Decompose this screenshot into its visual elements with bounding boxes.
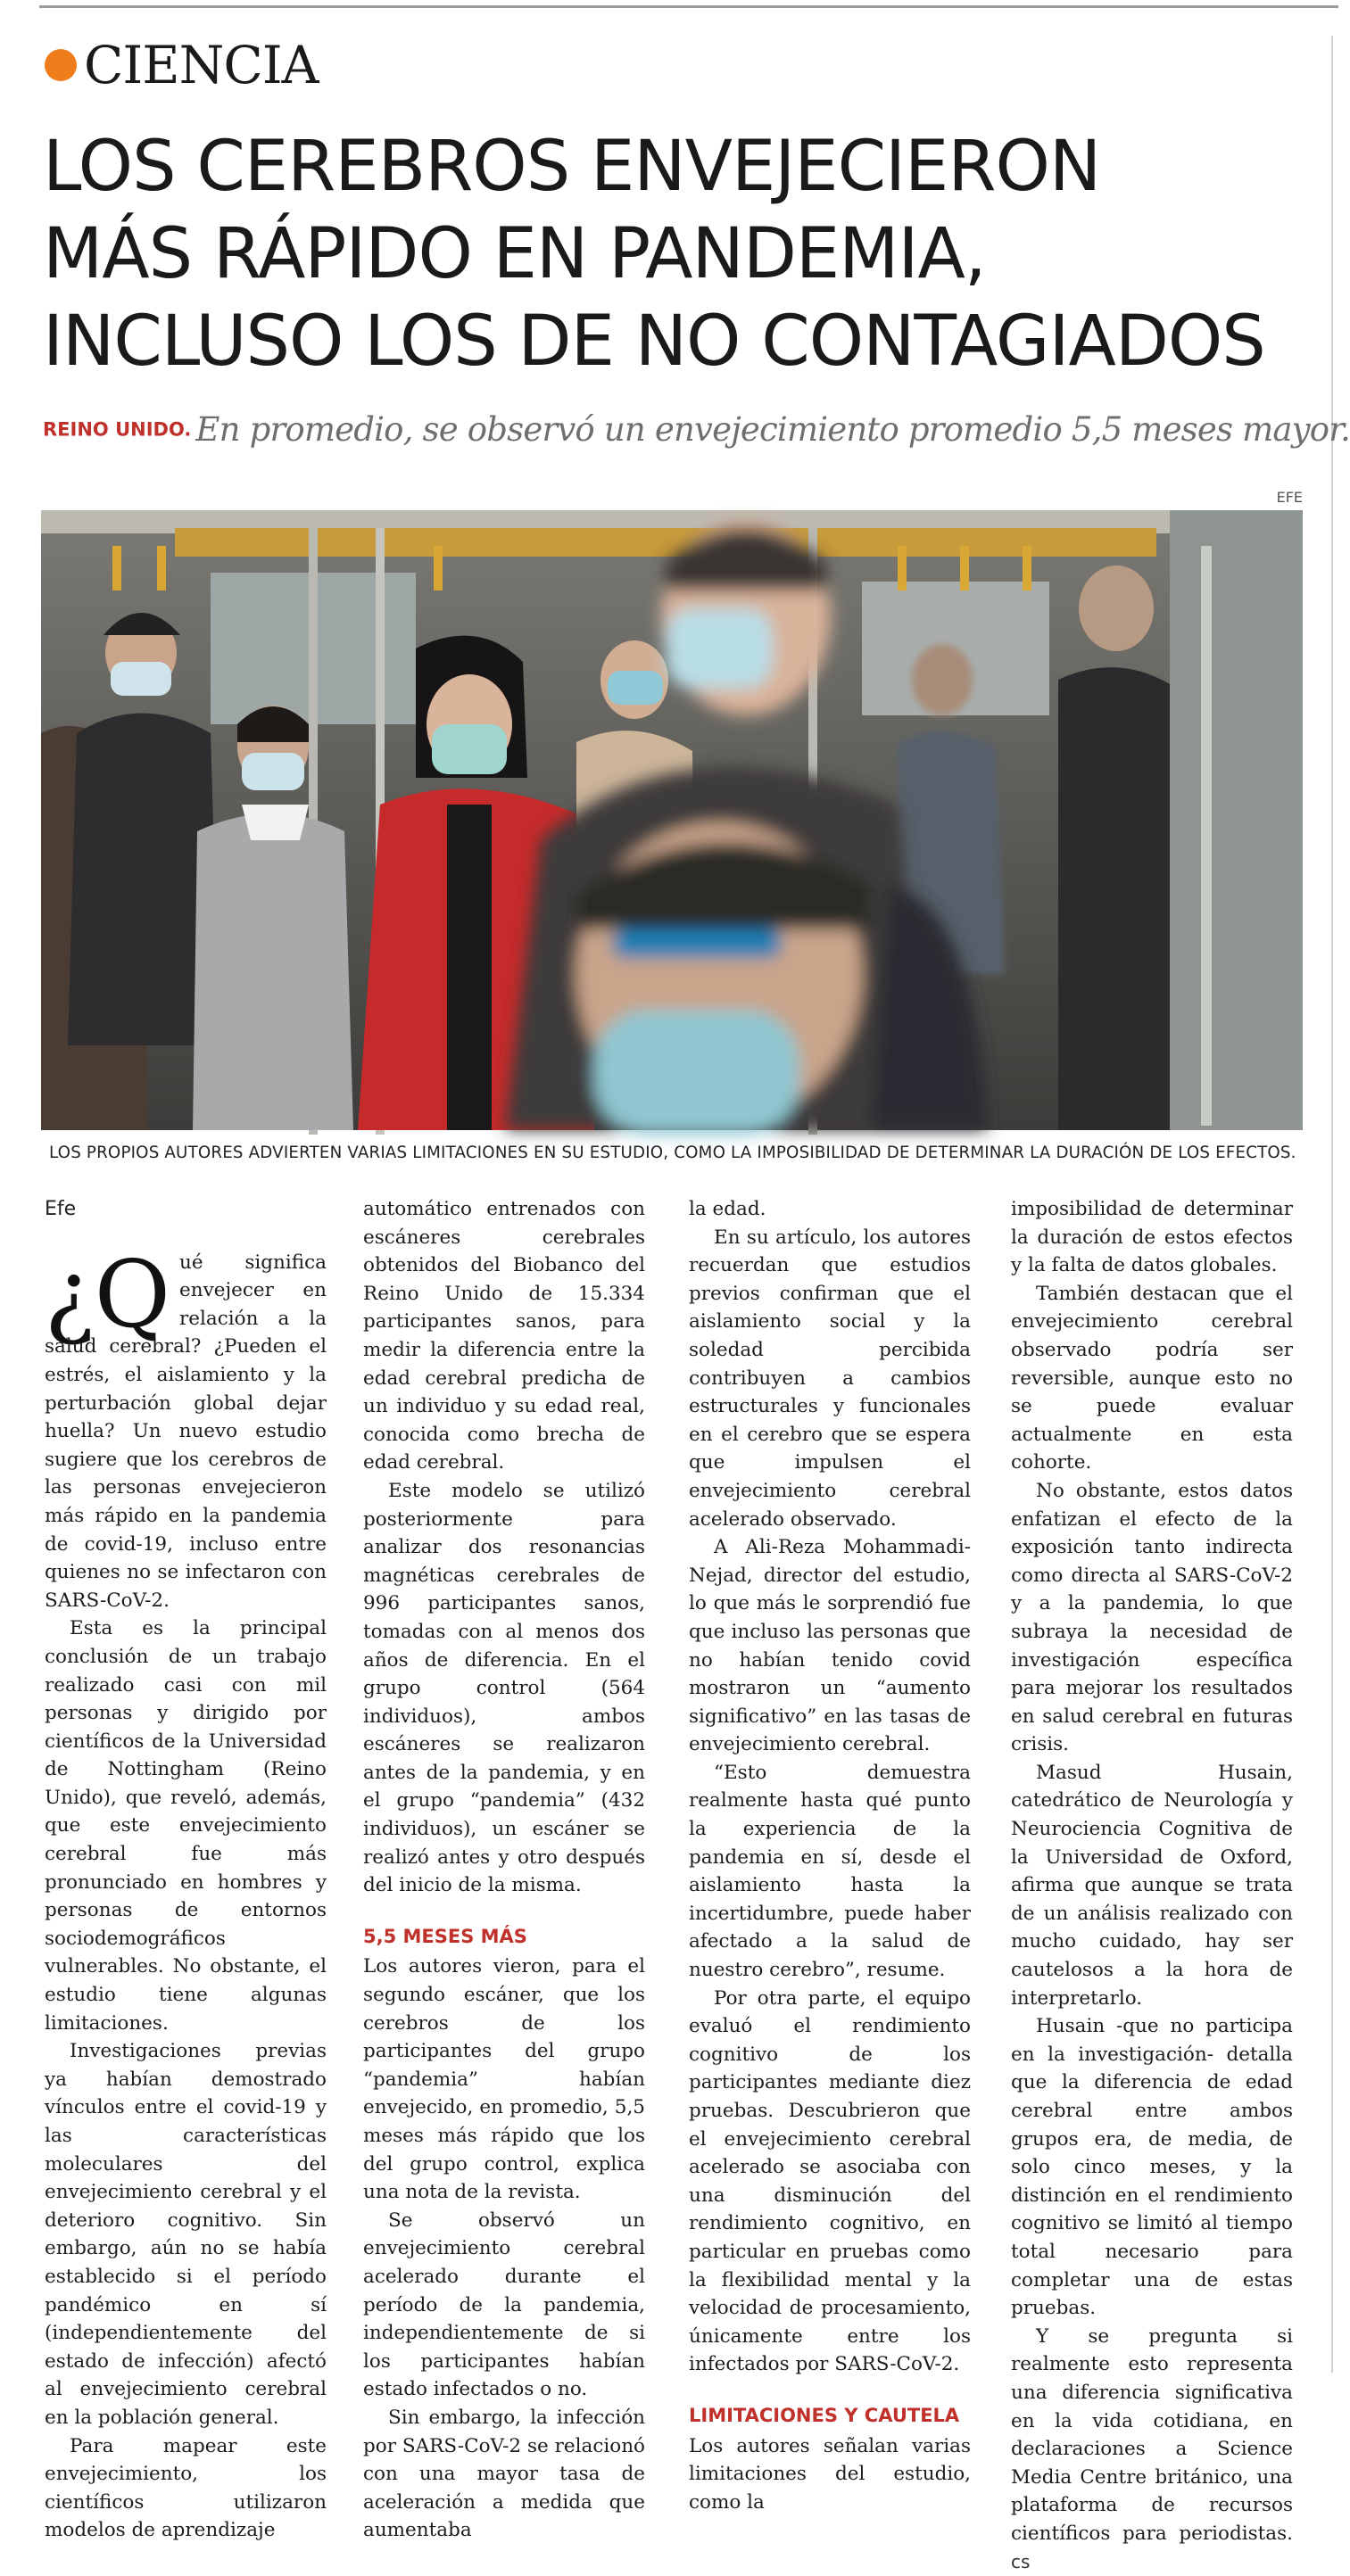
paragraph: Husain -que no participa en la investigación- detalla que la diferencia de edad cerebral entre ambos grupos era, de media, de solo cinco meses, y la distinción en el rendimiento cognitivo se limitó al tiempo total necesario para completar una de estas pruebas. (1011, 2015, 1293, 2320)
paragraph: Para mapear este envejecimiento, los científicos utilizaron modelos de aprendizaje (45, 2434, 327, 2542)
paragraph: Esta es la principal conclusión de un trabajo realizado casi con mil personas y dirigido por científicos de la Universidad de Nottingham (Reino Unido), que reveló, además, que este envejecimiento cerebral fue más pronunciado en hombres y personas de entornos sociodemográficos vulnerables. No obstante, el estudio tiene algunas limitaciones. (45, 1617, 327, 2035)
paragraph: Investigaciones previas ya habían demostrado vínculos entre el covid-19 y las características moleculares del envejecimiento cerebral y el deterioro cognitivo. Sin embargo, aún no se había establecido si el período pandémico en sí (independientemente del estado de infección) afectó al envejecimiento cerebral en la población general. (45, 2040, 327, 2429)
news-photo (41, 510, 1303, 1130)
paragraph: Los autores señalan varias limitaciones del estudio, como la (689, 2434, 971, 2514)
end-mark-icon: cs (1011, 2550, 1031, 2572)
paragraph: A Ali-Reza Mohammadi-Nejad, director del estudio, lo que más le sorprendió fue que incluso las personas que no habían tenido covid mostraron un “aumento significativo” en las tasas de envejecimiento cerebral. (689, 1536, 971, 1756)
subheadline-text: En promedio, se observó un envejecimiento promedio 5,5 meses mayor. (195, 410, 1350, 449)
subway-crowd-illustration (41, 510, 1303, 1130)
paragraph: Se observó un envejecimiento cerebral acelerado durante el período de la pandemia, independientemente de si los participantes habían estado infectados o no. (363, 2209, 645, 2401)
paragraph: En su artículo, los autores recuerdan que estudios previos confirman que el aislamiento social y la soledad percibida contribuyen a cambios estructurales y funcionales en el cerebro que se espera que impulsen el envejecimiento cerebral acelerado observado. (689, 1226, 971, 1531)
drop-cap: ¿Q (45, 1239, 171, 1349)
section-header (45, 34, 319, 96)
paragraph (1011, 2323, 1293, 2576)
headline-line-1: LOS CEREBROS ENVEJECIERON (43, 127, 1101, 207)
article-column-2 (363, 1195, 645, 2545)
byline: Efe (45, 1198, 77, 1220)
paragraph: Los autores vieron, para el segundo escáner, que los cerebros de los participantes del grupo “pandemia” habían envejecido, en promedio, 5,5 meses más rápido que los del grupo control, explica una nota de la revista. (363, 1955, 645, 2204)
section-dot-icon (45, 49, 77, 81)
headline (43, 123, 1310, 385)
top-rule (39, 5, 1338, 8)
article-column-3 (689, 1195, 971, 2516)
closing-paragraph-text: Y se pregunta si realmente esto representa una diferencia significativa en la vida cotidiana, en declaraciones a Science Media Centre británico, una plataforma de recursos científicos para periodistas. (1011, 2324, 1293, 2545)
paragraph: No obstante, estos datos enfatizan el efecto de la exposición tanto indirecta como directa al SARS-CoV-2 y a la pandemia, lo que subraya la necesidad de investigación específica para mejorar los resultados en salud cerebral en futuras crisis. (1011, 1479, 1293, 1756)
lead-paragraph (45, 1239, 327, 1615)
headline-line-2: MÁS RÁPIDO EN PANDEMIA, (43, 214, 986, 294)
subheadline (43, 410, 1350, 449)
paragraph: Este modelo se utilizó posteriormente para analizar dos resonancias magnéticas cerebrales de 996 participantes sanos, tomadas con al menos dos años de diferencia. En el grupo control (564 individuos), ambos escáneres se realizaron antes de la pandemia, y en el grupo “pandemia” (432 individuos), un escáner se realizó antes y otro después del inicio de la misma. (363, 1479, 645, 1897)
section-heading: 5,5 MESES MÁS (363, 1925, 527, 1947)
article-column-1 (45, 1195, 327, 2545)
paragraph: la edad. (689, 1198, 766, 1220)
paragraph: “Esto demuestra realmente hasta qué punto la experiencia de la pandemia en sí, desde el aislamiento hasta la incertidumbre, puede haber afectado a la salud de nuestro cerebro”, resume. (689, 1761, 971, 1982)
paragraph: Masud Husain, catedrático de Neurología y Neurociencia Cognitiva de la Universidad de Oxford, afirma que aunque se trata de un análisis realizado con mucho cuidado, hay ser cautelosos a la hora de interpretarlo. (1011, 1761, 1293, 2010)
photo-credit: EFE (1276, 489, 1303, 506)
article-column-4 (1011, 1195, 1293, 2576)
location-tag: REINO UNIDO. (43, 418, 192, 441)
photo-caption: LOS PROPIOS AUTORES ADVIERTEN VARIAS LIMITACIONES EN SU ESTUDIO, COMO LA IMPOSIBILIDAD DE DETERMINAR LA DURACIÓN DE LOS EFECTOS. (49, 1144, 1296, 1162)
page-edge-rule (1331, 36, 1333, 2373)
lead-paragraph-text: ué significa envejecer en relación a la salud cerebral? ¿Pueden el estrés, el aislamiento y la perturbación global dejar huella? Un nuevo estudio sugiere que los cerebros de las personas envejecieron más rápido en la pandemia de covid-19, incluso entre quienes no se infectaron con SARS-CoV-2. (45, 1251, 327, 1612)
paragraph: Sin embargo, la infección por SARS-CoV-2 se relacionó con una mayor tasa de aceleración a medida que aumentaba (363, 2406, 645, 2542)
paragraph: imposibilidad de determinar la duración de estos efectos y la falta de datos globales. (1011, 1198, 1293, 1277)
paragraph: Por otra parte, el equipo evaluó el rendimiento cognitivo de los participantes mediante diez pruebas. Descubrieron que el envejecimiento cerebral acelerado se asociaba con una disminución del rendimiento cognitivo, en particular en pruebas como la flexibilidad mental y la velocidad de procesamiento, únicamente entre los infectados por SARS-CoV-2. (689, 1986, 971, 2376)
paragraph: También destacan que el envejecimiento cerebral observado podría ser reversible, aunque esto no se puede evaluar actualmente en esta cohorte. (1011, 1282, 1293, 1474)
paragraph: automático entrenados con escáneres cerebrales obtenidos del Biobanco del Reino Unido de 15.334 participantes sanos, para medir la diferencia entre la edad cerebral predicha de un individuo y su edad real, conocida como brecha de edad cerebral. (363, 1198, 645, 1474)
section-label: CIENCIA (84, 35, 319, 95)
section-heading: LIMITACIONES Y CAUTELA (689, 2404, 960, 2426)
headline-line-3: INCLUSO LOS DE NO CONTAGIADOS (43, 301, 1265, 382)
